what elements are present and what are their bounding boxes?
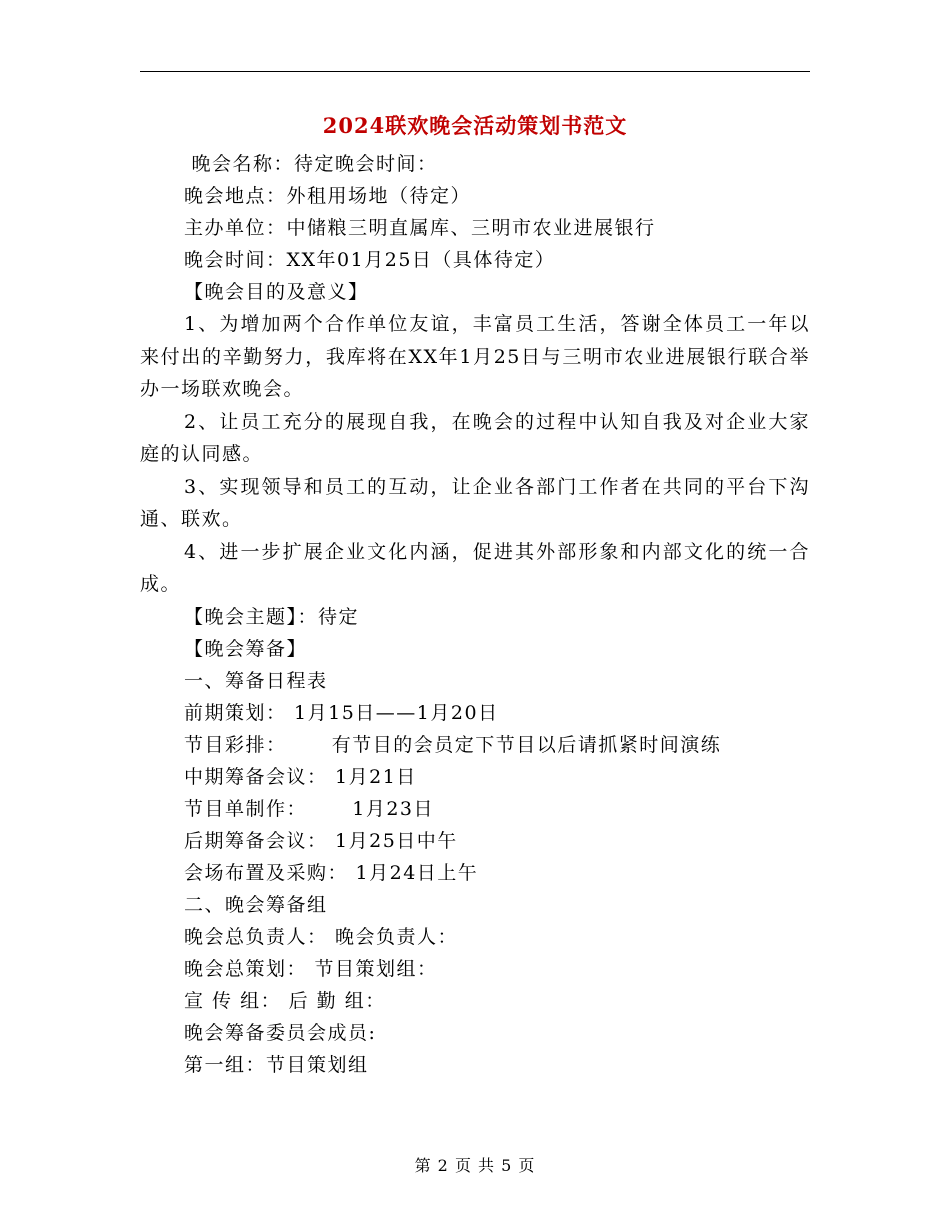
header-rule bbox=[140, 71, 810, 72]
section-heading-preparation: 【晚会筹备】 bbox=[184, 637, 308, 660]
committee-leads: 晚会总负责人： 晚会负责人： bbox=[184, 925, 459, 948]
paragraph-purpose-1: 1、为增加两个合作单位友谊，丰富员工生活，答谢全体员工一年以来付出的辛勤努力，我库将在XX年1月25日与三明市农业进展银行联合举办一场联欢晚会。 bbox=[140, 313, 810, 400]
text-line-event-time: 晚会时间：XX年01月25日（具体待定） bbox=[184, 249, 556, 271]
paragraph-purpose-3: 3、实现领导和员工的互动，让企业各部门工作者在共同的平台下沟通、联欢。 bbox=[140, 475, 810, 530]
subheading-committee: 二、晚会筹备组 bbox=[184, 893, 328, 916]
schedule-item-rehearsal: 节目彩排： 有节目的会员定下节目以后请抓紧时间演练 bbox=[184, 733, 722, 756]
subheading-schedule: 一、筹备日程表 bbox=[184, 669, 328, 692]
section-heading-theme: 【晚会主题】：待定 bbox=[184, 605, 360, 628]
text-line-venue: 晚会地点：外租用场地（待定） bbox=[184, 185, 472, 207]
committee-group-1: 第一组：节目策划组 bbox=[184, 1053, 369, 1076]
committee-members: 晚会筹备委员会成员: bbox=[184, 1021, 377, 1044]
paragraph-purpose-2: 2、让员工充分的展现自我，在晚会的过程中认知自我及对企业大家庭的认同感。 bbox=[140, 410, 810, 465]
paragraph-purpose-4: 4、进一步扩展企业文化内涵，促进其外部形象和内部文化的统一合成。 bbox=[140, 540, 810, 595]
schedule-item-program-list: 节目单制作： 1月23日 bbox=[184, 797, 435, 820]
page-number: 第 2 页 共 5 页 bbox=[414, 1156, 536, 1175]
text-line-event-name: 晚会名称：待定晚会时间： bbox=[184, 153, 438, 175]
document-title: 2024联欢晚会活动策划书范文 bbox=[322, 113, 628, 138]
schedule-item-planning: 前期策划： 1月15日——1月20日 bbox=[184, 701, 499, 724]
committee-publicity-logistics: 宣 传 组： 后 勤 组： bbox=[184, 989, 386, 1012]
text-line-organizers: 主办单位：中储粮三明直属库、三明市农业进展银行 bbox=[184, 217, 656, 239]
section-heading-purpose: 【晚会目的及意义】 bbox=[184, 281, 369, 303]
schedule-item-mid-meeting: 中期筹备会议： 1月21日 bbox=[184, 765, 417, 788]
schedule-item-late-meeting: 后期筹备会议： 1月25日中午 bbox=[184, 829, 458, 852]
schedule-item-venue-setup: 会场布置及采购： 1月24日上午 bbox=[184, 861, 479, 884]
committee-planning: 晚会总策划： 节目策划组： bbox=[184, 957, 438, 980]
document-body bbox=[140, 148, 810, 1081]
